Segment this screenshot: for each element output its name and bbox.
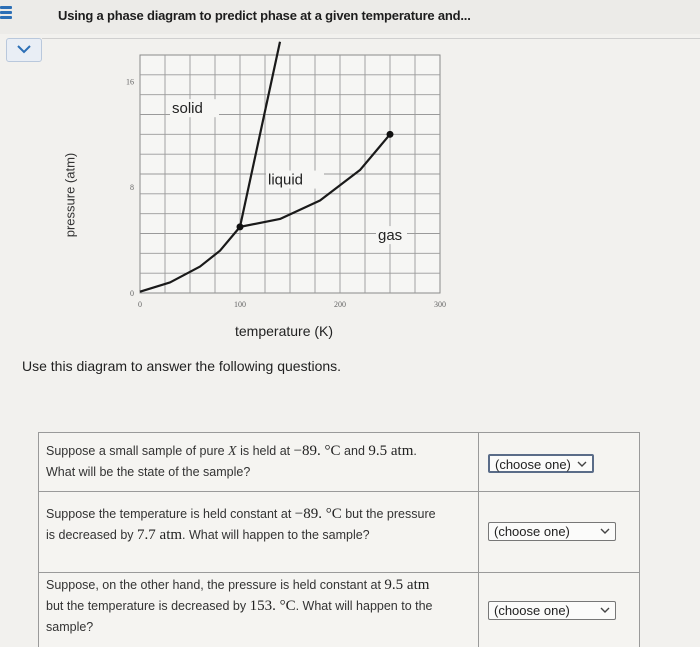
- question-2-text: Suppose the temperature is held constant at −89. °C but the pressure is decreased by 7.7 atm. What will happen to the sample?: [39, 492, 479, 572]
- question-3-text: Suppose, on the other hand, the pressure is held constant at 9.5 atm but the temperature is decreased by 153. °C. What will happen to the sample?: [39, 573, 479, 647]
- y-tick-label: 8: [130, 183, 134, 193]
- questions-table: [38, 432, 640, 647]
- y-axis-label: pressure (atm): [62, 152, 78, 238]
- phase-diagram: [0, 40, 700, 360]
- x-axis-label: temperature (K): [235, 323, 334, 339]
- chevron-down-icon: [600, 528, 610, 535]
- question-row-1: [39, 433, 639, 492]
- x-tick-label: 200: [334, 300, 346, 309]
- menu-icon[interactable]: [0, 4, 14, 20]
- question-2-answer-select[interactable]: (choose one): [488, 522, 616, 541]
- question-3-answer-select[interactable]: (choose one): [488, 601, 616, 620]
- x-tick-label: 100: [234, 300, 246, 309]
- question-row-3: [39, 573, 639, 647]
- region-label-gas: gas: [378, 227, 403, 245]
- region-label-solid: solid: [172, 100, 203, 118]
- question-1-answer-select[interactable]: (choose one): [488, 454, 594, 473]
- top-bar: [0, 0, 700, 34]
- x-tick-label: 0: [138, 300, 142, 309]
- y-tick-label: 16: [126, 77, 134, 87]
- critical-point: [387, 131, 394, 138]
- y-tick-label: 0: [130, 289, 134, 298]
- chevron-down-icon: [577, 461, 587, 468]
- page-title: Using a phase diagram to predict phase at a given temperature and...: [58, 8, 471, 23]
- phase-diagram-plot: [0, 40, 700, 340]
- region-label-liquid: liquid: [268, 171, 304, 189]
- chevron-down-icon: [600, 607, 610, 614]
- instruction-text: Use this diagram to answer the following questions.: [22, 358, 342, 374]
- question-row-2: [39, 492, 639, 573]
- triple-point: [237, 223, 244, 230]
- x-tick-label: 300: [434, 300, 446, 309]
- divider: [42, 38, 700, 39]
- question-1-text: Suppose a small sample of pure X is held at −89. °C and 9.5 atm. What will be the state of the sample?: [39, 433, 479, 491]
